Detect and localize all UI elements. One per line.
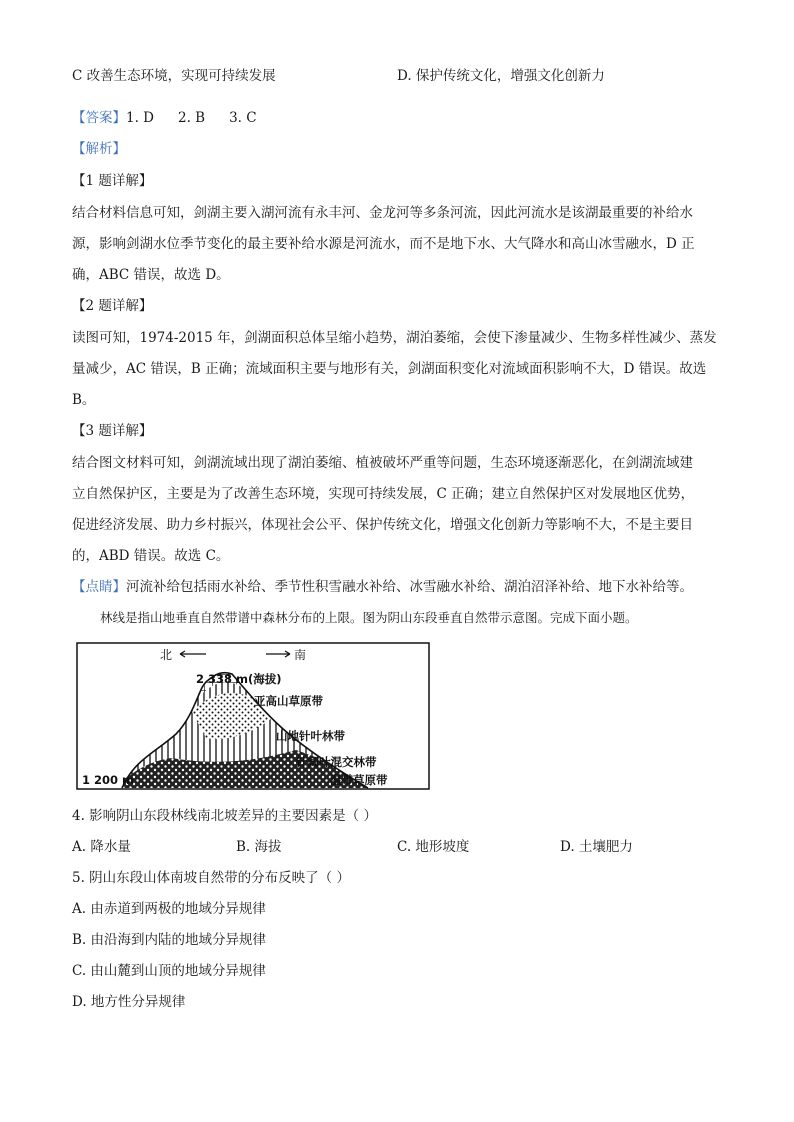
q3-line: 结合图文材料可知，剑湖流域出现了湖泊萎缩、植被破坏严重等问题，生态环境逐渐恶化，在剑湖流域建 <box>72 455 693 471</box>
zone-label: 针阔叶混交林带 <box>296 755 377 769</box>
peak-elevation-label: 2 338 m(海拔) <box>196 672 282 686</box>
q1-line: 确，ABC 错误，故选 D。 <box>72 267 230 283</box>
tip-line <box>72 577 693 597</box>
base-elevation-label: 1 200 m <box>82 773 134 787</box>
analysis-tag: 【解析】 <box>72 141 126 157</box>
q5-stem: 5. 阴山东段山体南坡自然带的分布反映了（ ） <box>72 870 350 886</box>
q5-option-c: C. 由山麓到山顶的地域分异规律 <box>72 963 266 979</box>
vertical-zone-figure <box>76 642 430 790</box>
q3-line: 的，ABD 错误。故选 C。 <box>72 548 230 564</box>
q4-option-c: C. 地形坡度 <box>397 839 470 855</box>
q5-option-a: A. 由赤道到两极的地域分异规律 <box>72 901 266 917</box>
q1-line: 源，影响剑湖水位季节变化的最主要补给水源是河流水，而不是地下水、大气降水和高山冰雪融水，D 正 <box>72 236 695 252</box>
tip-text: 河流补给包括雨水补给、季节性积雪融水补给、冰雪融水补给、湖泊沼泽补给、地下水补给等。 <box>126 579 693 595</box>
zone-label: 山地针叶林带 <box>276 729 345 743</box>
south-label: 南 <box>294 648 307 662</box>
answer-item: 3. C <box>229 110 257 126</box>
q3-title: 【3 题详解】 <box>72 423 153 439</box>
answer-line <box>72 108 257 128</box>
answer-item: 2. B <box>178 110 206 126</box>
q2-title: 【2 题详解】 <box>72 298 153 314</box>
q4-option-b: B. 海拔 <box>236 839 282 855</box>
q1-line: 结合材料信息可知，剑湖主要入湖河流有永丰河、金龙河等多条河流，因此河流水是该湖最重要的补给水 <box>72 205 693 221</box>
q5-option-b: B. 由沿海到内陆的地域分异规律 <box>72 932 267 948</box>
option-d-prev: D. 保护传统文化，增强文化创新力 <box>397 68 605 84</box>
option-c-prev: C 改善生态环境，实现可持续发展 <box>72 68 276 84</box>
q4-option-a: A. 降水量 <box>72 839 131 855</box>
q1-title: 【1 题详解】 <box>72 173 153 189</box>
q2-line: B。 <box>72 392 96 408</box>
intro-text: 林线是指山地垂直自然带谱中森林分布的上限。图为阴山东段垂直自然带示意图。完成下面小题。 <box>100 610 638 625</box>
q2-line: 量减少，AC 错误，B 正确；流域面积主要与地形有关，剑湖面积变化对流域面积影响不大，D 错误。故选 <box>72 361 707 377</box>
q5-option-d: D. 地方性分异规律 <box>72 994 186 1010</box>
q3-line: 立自然保护区，主要是为了改善生态环境，实现可持续发展，C 正确；建立自然保护区对发展地区优势， <box>72 486 695 502</box>
north-label: 北 <box>160 648 173 662</box>
zone-label: 亚高山草原带 <box>254 694 323 708</box>
q3-line: 促进经济发展、助力乡村振兴，体现社会公平、保护传统文化，增强文化创新力等影响不大，不是主要目 <box>72 517 693 533</box>
tip-tag: 【点睛】 <box>72 579 126 595</box>
zone-label: 温带草原带 <box>330 773 388 787</box>
answer-tag: 【答案】 <box>72 110 126 126</box>
answer-item: 1. D <box>126 110 154 126</box>
q4-stem: 4. 影响阴山东段林线南北坡差异的主要因素是（ ） <box>72 808 377 824</box>
q4-option-d: D. 土壤肥力 <box>560 839 633 855</box>
q2-line: 读图可知，1974-2015 年，剑湖面积总体呈缩小趋势，湖泊萎缩，会使下渗量减少、生物多样性减少、蒸发 <box>72 330 717 346</box>
